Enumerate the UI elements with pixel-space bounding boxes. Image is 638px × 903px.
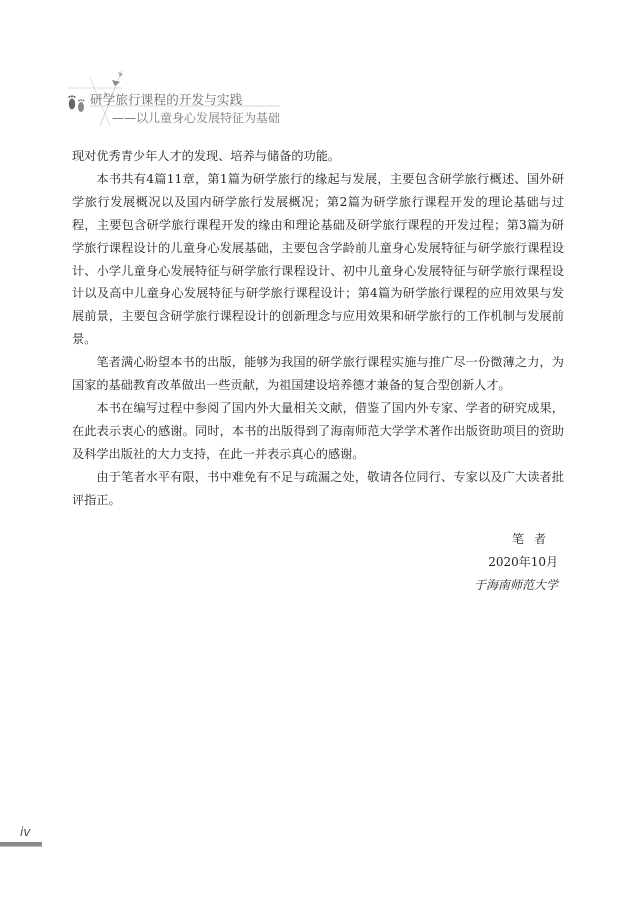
footprints-icon — [64, 90, 90, 116]
page-number-rule — [0, 846, 42, 847]
header-subtitle: ——以儿童身心发展特征为基础 — [112, 111, 281, 125]
paragraph-hope: 笔者满心盼望本书的出版，能够为我国的研学旅行课程实施与推广尽一份微薄之力，为国家的基础教育改革做出一些贡献，为祖国建设培养德才兼备的复合型创新人才。 — [72, 355, 564, 393]
signature-author: 笔者 — [511, 532, 556, 546]
paragraph-disclaimer: 由于笔者水平有限，书中难免有不足与疏漏之处，敬请各位同行、专家以及广大读者批评指正。 — [72, 469, 564, 507]
signature-place: 于海南师范大学 — [473, 578, 558, 592]
running-header — [60, 68, 300, 128]
page-number: iv — [20, 825, 31, 839]
header-title: 研学旅行课程的开发与实践 — [90, 92, 243, 107]
paragraph-continuation: 现对优秀青少年人才的发现、培养与储备的功能。 — [72, 149, 341, 163]
paragraph-book-structure: 本书共有4篇11章，第1篇为研学旅行的缘起与发展，主要包含研学旅行概述、国外研学旅行发展概况以及国内研学旅行发展概况；第2篇为研学旅行课程开发的理论基础与过程，主要包含研学旅行课程开发的缘由和理论基础及研学旅行课程的开发过程；第3篇为研学旅行课程设计的儿童身心发展基础，主要包含学龄前儿童身心发展特征与研学旅行课程设计、小学儿童身心发展特征与研学旅行课程设计、初中儿童身心发展特征与研学旅行课程设计以及高中儿童身心发展特征与研学旅行课程设计；第4篇为研学旅行课程的应用效果与发展前景，主要包含研学旅行课程设计的创新理念与应用效果和研学旅行的工作机制与发展前景。 — [72, 171, 564, 347]
signature-date: 2020年10月 — [488, 555, 558, 569]
body-text — [72, 145, 564, 512]
paragraph-acknowledgement: 本书在编写过程中参阅了国内外大量相关文献，借鉴了国内外专家、学者的研究成果，在此表示衷心的感谢。同时，本书的出版得到了海南师范大学学术著作出版资助项目的资助及科学出版社的大力支持，在此一并表示真心的感谢。 — [72, 400, 564, 461]
signature-block — [474, 528, 558, 597]
